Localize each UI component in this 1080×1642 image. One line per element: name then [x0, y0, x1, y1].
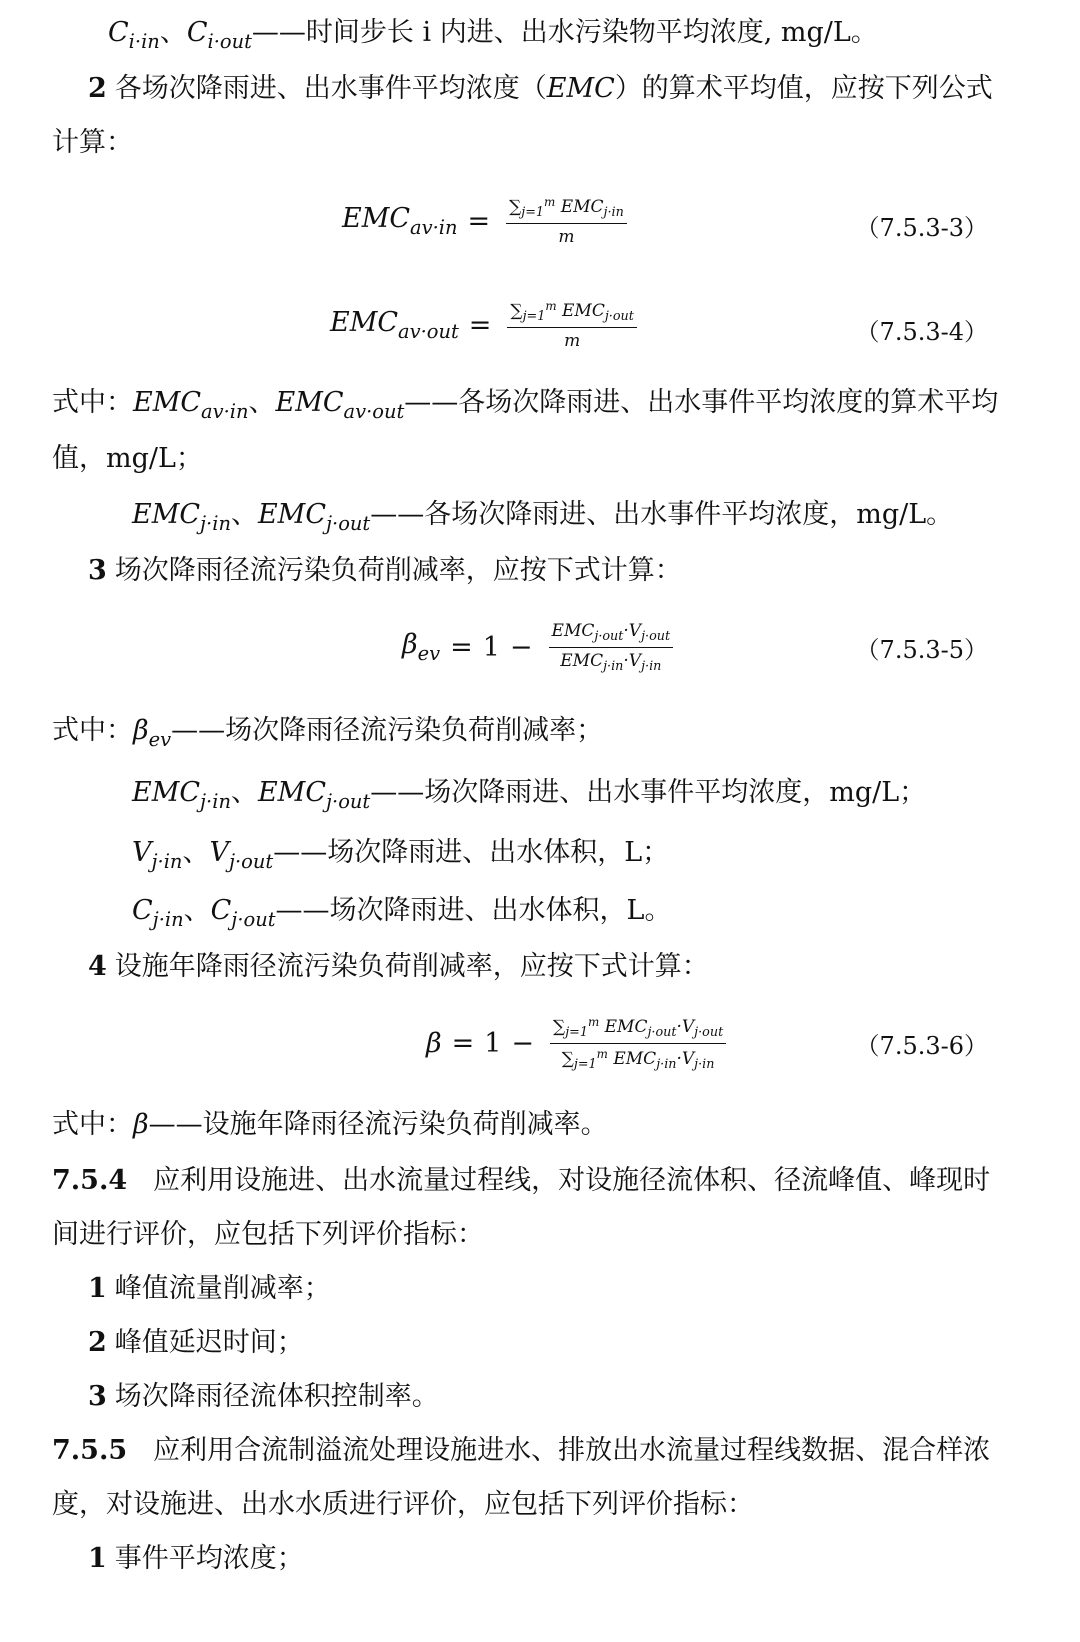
equation-number-5: （7.5.3-5） — [855, 636, 988, 664]
def-line-v-j: $V_{j\cdot in}$、$V_{j\cdot out}——$场次降雨进、出水体积，L； — [132, 837, 670, 873]
def-text: ——时间步长 i 内进、出水污染物平均浓度, mg/L。 — [251, 17, 878, 48]
section-number: 7.5.4 — [52, 1165, 128, 1196]
item-2-continuation: 计算： — [52, 127, 133, 158]
equation-7-5-3-3: $EMC_{av\cdot in}$ = $\frac{\sum_{j=1}^m EMC_{j\cdot in}}{m}$ — [342, 186, 627, 256]
list-item: 3 场次降雨径流体积控制率。 — [88, 1381, 439, 1412]
section-7-5-4: 7.5.4 应利用设施进、出水流量过程线，对设施径流体积、径流峰值、峰现时 — [52, 1165, 991, 1196]
def-line-emc-j-2: $EMC_{j\cdot in}$、$EMC_{j\cdot out}——$场次降雨进、出水事件平均浓度，mg/L； — [132, 777, 927, 813]
item-2-line: 2 各场次降雨进、出水事件平均浓度（EMC）的算术平均值，应按下列公式 — [88, 73, 993, 104]
equation-number-3: （7.5.3-3） — [855, 214, 988, 242]
eq3-fraction: $\frac{\sum_{j=1}^m EMC_{j\cdot in}}{m}$ — [506, 195, 627, 247]
equation-number-4: （7.5.3-4） — [855, 318, 988, 346]
eq3-lhs: $EMC_{av\cdot in}$ — [342, 203, 458, 239]
where-line-emc-av: 式中：$EMC_{av\cdot in}$、$EMC_{av\cdot out}——$各场次降雨进、出水事件平均浓度的算术平均 — [52, 387, 999, 423]
section-7-5-4-continuation: 间进行评价，应包括下列评价指标： — [52, 1219, 484, 1250]
eq5-fraction: $\frac{EMC_{j\cdot out}\cdot V_{j\cdot out}}{EMC_{j\cdot in}\cdot V_{j\cdot in}}$ — [549, 621, 674, 674]
list-item: 1 事件平均浓度； — [88, 1543, 304, 1574]
symbol-c-i-out: $C_{i\cdot out}$ — [186, 17, 252, 53]
where-line-continuation: 值，mg/L； — [52, 443, 203, 474]
where-line-beta-ev: 式中：$\beta_{ev}——$场次降雨径流污染负荷削减率； — [52, 715, 604, 751]
symbol-c-i-in: $C_{i\cdot in}$ — [108, 17, 160, 53]
equation-7-5-3-6: β = 1 − $\frac{\sum_{j=1}^m EMC_{j\cdot out}\cdot V_{j\cdot out}}{\sum_{j=1}^m EMC_{j\cdot in}\cdot V_{j\cdot in}}$ — [426, 1008, 726, 1078]
section-number: 7.5.5 — [52, 1435, 128, 1466]
eq4-lhs: $EMC_{av\cdot out}$ — [330, 307, 459, 343]
item-4-line: 4 设施年降雨径流污染负荷削减率，应按下式计算： — [88, 951, 709, 982]
eq4-fraction: $\frac{\sum_{j=1}^m EMC_{j\cdot out}}{m}$ — [507, 299, 636, 351]
def-line-c-i: $C_{i\cdot in}$、$C_{i\cdot out}——$时间步长 i 内进、出水污染物平均浓度, mg/L。 — [108, 17, 878, 53]
equation-7-5-3-5: $\beta_{ev}$ = 1 − $\frac{EMC_{j\cdot out}\cdot V_{j\cdot out}}{EMC_{j\cdot in}\cdot V_{j\cdot in}}$ — [402, 612, 673, 682]
section-7-5-5-continuation: 度，对设施进、出水水质进行评价，应包括下列评价指标： — [52, 1489, 754, 1520]
eq6-fraction: $\frac{\sum_{j=1}^m EMC_{j\cdot out}\cdot V_{j\cdot out}}{\sum_{j=1}^m EMC_{j\cdot in}\cdot V_{j\cdot in}}$ — [550, 1015, 726, 1072]
list-item: 2 峰值延迟时间； — [88, 1327, 304, 1358]
item-number: 2 — [88, 73, 107, 104]
list-item: 1 峰值流量削减率； — [88, 1273, 331, 1304]
def-line-emc-j: $EMC_{j\cdot in}$、$EMC_{j\cdot out}——$各场次降雨进、出水事件平均浓度，mg/L。 — [132, 499, 954, 535]
section-7-5-5: 7.5.5 应利用合流制溢流处理设施进水、排放出水流量过程线数据、混合样浓 — [52, 1435, 991, 1466]
item-3-line: 3 场次降雨径流污染负荷削减率，应按下式计算： — [88, 555, 682, 586]
equation-7-5-3-4: $EMC_{av\cdot out}$ = $\frac{\sum_{j=1}^m EMC_{j\cdot out}}{m}$ — [330, 290, 637, 360]
where-line-beta: 式中：β——设施年降雨径流污染负荷削减率。 — [52, 1109, 608, 1140]
def-line-c-j: $C_{j\cdot in}$、$C_{j\cdot out}——$场次降雨进、出水体积，L。 — [132, 895, 672, 931]
equation-number-6: （7.5.3-6） — [855, 1032, 988, 1060]
